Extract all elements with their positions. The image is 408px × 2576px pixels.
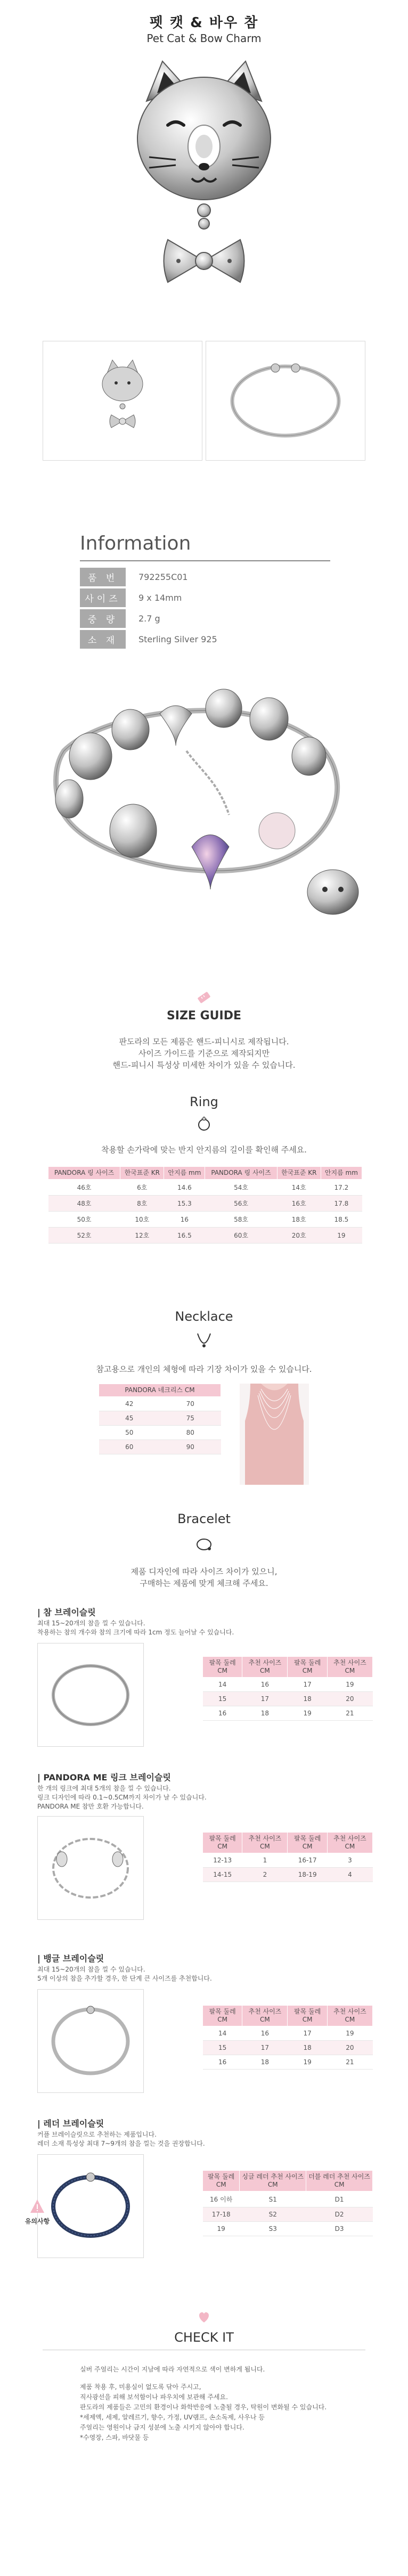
information-title: Information bbox=[80, 533, 191, 554]
check-it-text: 실버 주얼리는 시간이 지남에 따라 자연적으로 색이 변하게 됩니다. 제품 착용 후, 미용실이 없도록 닦아 주시고, 직사광선을 피해 보석함이나 파우치에 보관해 주세요. 판도라의 제품들은 고민의 환경이나 화학반응에 노출될 경우, 탁원이 변화될 수 있습니다. *세제액, 세제, 알레르기, 향수, 가정, UV램프, 손소독제, 사우나 등 주얼리는 영원이나 금지 성분에 노출 시키지 않아야 합니다. *수영장, 스파, 바닷물 등 bbox=[80, 2366, 327, 2441]
table-row: 46호 6호 14.6 54호 14호 17.2 bbox=[48, 1180, 362, 1196]
thumbnail-bracelet[interactable] bbox=[206, 341, 365, 461]
ring-title: Ring bbox=[190, 1094, 218, 1109]
table-row: 15 17 18 20 bbox=[203, 2041, 373, 2055]
ring-size-table: PANDORA 링 사이즈 한국표준 KR 안지름 mm PANDORA 링 사이즈 한국표준 KR 안지름 mm 46호 6호 14.6 54호 14호 17.2 48호 8호 15.3 56호 16호 17.8 50호 10호 16 58호 18호 18.5 52호 12호 16.5 60호 20호 19 bbox=[48, 1166, 362, 1244]
charm-bracelet-label: | 참 브레이슬릿 bbox=[37, 1607, 96, 1617]
bangle-table: 팔목 둘레 CM 추천 사이즈 CM 팔목 둘레 CM 추천 사이즈 CM 14 16 17 19 15 17 18 20 16 18 19 21 bbox=[202, 2005, 373, 2070]
charm-bracelet-desc: 최대 15~20개의 참을 낄 수 있습니다. 착용하는 참의 개수와 참의 크기에 따라 1cm 정도 늘어날 수 있습니다. bbox=[37, 1620, 234, 1636]
leather-bracelet-table: 팔목 둘레 CM 싱글 레더 추천 사이즈 CM 더블 레더 추천 사이즈 CM 16 이하 S1 D1 17-18 S2 D2 19 S3 D3 bbox=[202, 2170, 373, 2236]
bangle-desc: 최대 15~20개의 참을 낄 수 있습니다. 5개 이상의 참을 추가할 경우, 한 단계 큰 사이즈를 추천합니다. bbox=[37, 1966, 212, 1982]
table-row: 16 이하 S1 D1 bbox=[203, 2191, 373, 2207]
ruler-icon bbox=[196, 989, 212, 1005]
charm-bracelet-table: 팔목 둘레 CM 추천 사이즈 CM 팔목 둘레 CM 추천 사이즈 CM 14 16 17 19 15 17 18 20 16 18 19 21 bbox=[202, 1656, 373, 1721]
bracelet-styling-image bbox=[27, 655, 383, 943]
table-row: 14 16 17 19 bbox=[203, 2026, 373, 2041]
leather-desc: 커플 브레이슬릿으로 추천하는 제품입니다. 레더 소재 특성상 최대 7~9개의 참을 낄는 것을 권장합니다. bbox=[37, 2131, 205, 2147]
table-row: 45 75 bbox=[99, 1411, 221, 1426]
charm-bracelet-image bbox=[37, 1643, 144, 1747]
me-bracelet-image bbox=[37, 1816, 144, 1920]
necklace-icon bbox=[194, 1331, 214, 1351]
product-title-ko: 펫 캣 & 바우 참 bbox=[149, 15, 259, 31]
me-bracelet-table: 팔목 둘레 CM 추천 사이즈 CM 팔목 둘레 CM 추천 사이즈 CM 12-13 1 16-17 3 14-15 2 18-19 4 bbox=[202, 1832, 373, 1882]
leather-label: | 레더 브레이슬릿 bbox=[37, 2119, 104, 2129]
bangle-label: | 뱅글 브레이슬릿 bbox=[37, 1953, 104, 1964]
necklace-size-table: PANDORA 네크리스 CM 42 70 45 75 50 80 60 90 bbox=[99, 1384, 221, 1454]
table-row: 50 80 bbox=[99, 1426, 221, 1440]
table-row: 50호 10호 16 58호 18호 18.5 bbox=[48, 1212, 362, 1228]
table-row: 19 S3 D3 bbox=[203, 2222, 373, 2236]
ring-desc: 착용할 손가락에 맞는 반지 안지름의 길이를 확인해 주세요. bbox=[101, 1145, 307, 1155]
bracelet-small-image bbox=[206, 341, 365, 460]
bracelet-desc: 제품 디자인에 따라 사이즈 차이가 있으니, 구매하는 제품에 맞게 체크해 주세요. bbox=[130, 1567, 278, 1588]
leather-bracelet-image bbox=[37, 2154, 144, 2258]
charm-small-image bbox=[43, 341, 202, 460]
table-row: 16 18 19 21 bbox=[203, 1706, 373, 1721]
table-row: 14 16 17 19 bbox=[203, 1678, 373, 1692]
table-row: 16 18 19 21 bbox=[203, 2055, 373, 2070]
charm-hero-image bbox=[117, 51, 291, 306]
bracelet-title: Bracelet bbox=[177, 1511, 231, 1526]
bracelet-icon bbox=[194, 1534, 214, 1553]
size-guide-intro: 판도라의 모든 제품은 핸드-피니시로 제작됩니다. 사이즈 가이드를 기준으로 제작되지만 핸드-피니시 특성상 미세한 차이가 있을 수 있습니다. bbox=[112, 1037, 296, 1070]
info-row-weight: 중 량 2.7 g bbox=[80, 609, 217, 628]
notice-badge bbox=[21, 2198, 53, 2226]
necklace-length-figure bbox=[240, 1384, 309, 1485]
information-divider bbox=[80, 560, 330, 561]
table-row: 12-13 1 16-17 3 bbox=[203, 1853, 373, 1868]
table-row: 60 90 bbox=[99, 1440, 221, 1454]
necklace-title: Necklace bbox=[175, 1309, 233, 1324]
notice-label: 유의사항 bbox=[25, 2218, 50, 2225]
product-title-en: Pet Cat & Bow Charm bbox=[146, 32, 262, 45]
table-row: 14-15 2 18-19 4 bbox=[203, 1868, 373, 1882]
table-row: 15 17 18 20 bbox=[203, 1692, 373, 1706]
necklace-desc: 참고용으로 개인의 체형에 따라 기장 차이가 있을 수 있습니다. bbox=[96, 1364, 312, 1374]
warning-icon bbox=[29, 2198, 45, 2214]
me-bracelet-desc: 한 개의 링크에 최대 5개의 참을 낄 수 있습니다. 링크 디자인에 따라 0.1~0.5CM까지 차이가 날 수 있습니다. PANDORA ME 참만 호환 가능합니다. bbox=[37, 1785, 207, 1810]
table-row: 48호 8호 15.3 56호 16호 17.8 bbox=[48, 1196, 362, 1212]
table-row: 42 70 bbox=[99, 1397, 221, 1411]
heart-icon bbox=[197, 2310, 211, 2324]
thumbnail-charm[interactable] bbox=[43, 341, 202, 461]
check-it-title: CHECK IT bbox=[174, 2330, 234, 2345]
bangle-image bbox=[37, 1989, 144, 2093]
information-table bbox=[80, 566, 217, 651]
ring-icon bbox=[196, 1116, 212, 1132]
me-bracelet-label: | PANDORA ME 링크 브레이슬릿 bbox=[37, 1772, 171, 1782]
info-row-size: 사이즈 9 x 14mm bbox=[80, 588, 217, 607]
info-row-material: 소 재 Sterling Silver 925 bbox=[80, 630, 217, 649]
table-row: 52호 12호 16.5 60호 20호 19 bbox=[48, 1228, 362, 1244]
table-row: 17-18 S2 D2 bbox=[203, 2207, 373, 2222]
info-row-sku: 품 번 792255C01 bbox=[80, 568, 217, 586]
size-guide-title: SIZE GUIDE bbox=[166, 1009, 242, 1023]
